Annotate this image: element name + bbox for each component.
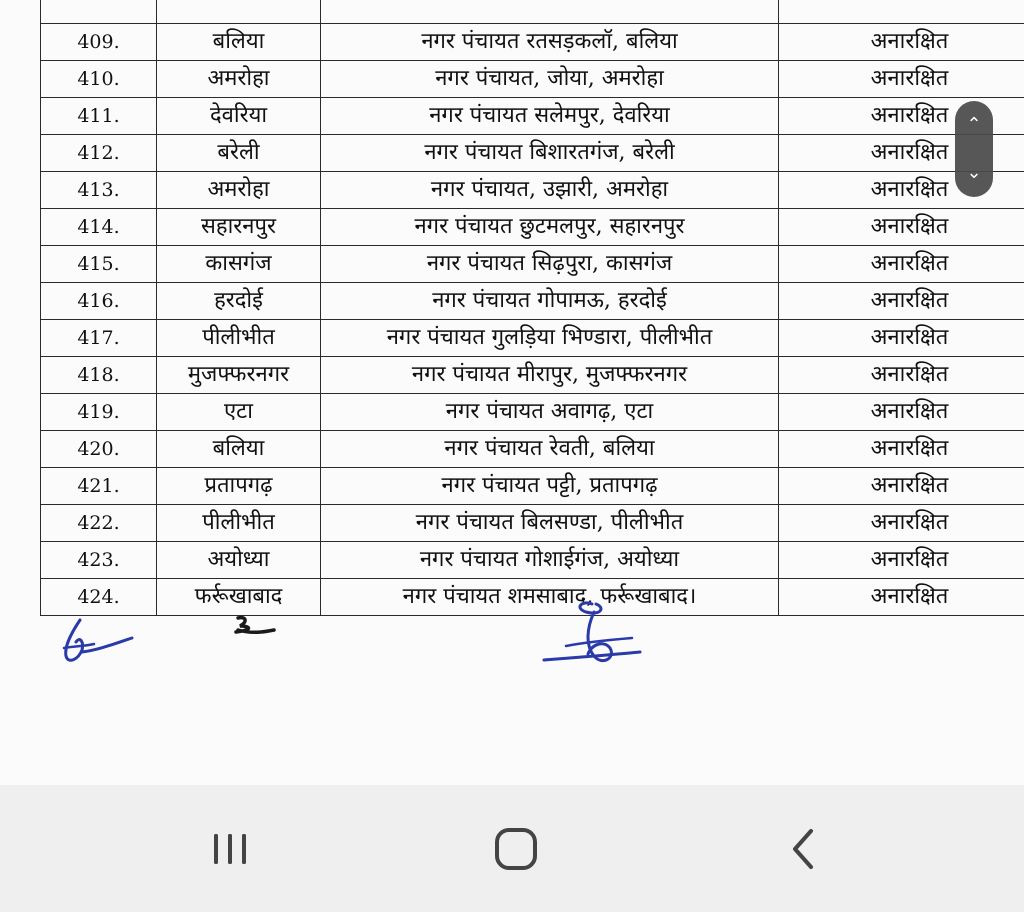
- table-row: [41, 431, 1024, 468]
- reservation-status-cell: अनारक्षित: [779, 209, 1024, 246]
- reservation-status-cell: अनारक्षित: [779, 172, 1024, 209]
- nagar-panchayat-cell: नगर पंचायत गोपामऊ, हरदोई: [321, 283, 779, 320]
- signature-2: [228, 612, 282, 642]
- signature-1: [58, 612, 138, 672]
- serial-number-cell: 420.: [41, 431, 157, 468]
- serial-number-cell: 417.: [41, 320, 157, 357]
- table-row: [41, 394, 1024, 431]
- serial-number-cell: 409.: [41, 24, 157, 61]
- serial-number-cell: 421.: [41, 468, 157, 505]
- serial-number-cell: 424.: [41, 579, 157, 616]
- back-button[interactable]: [744, 785, 864, 912]
- nagar-panchayat-cell: नगर पंचायत रतसड़कलॉ, बलिया: [321, 24, 779, 61]
- system-navigation-bar: [0, 785, 1024, 912]
- nagar-panchayat-cell: नगर पंचायत गोशाईगंज, अयोध्या: [321, 542, 779, 579]
- district-cell: अयोध्या: [157, 542, 321, 579]
- district-cell: अमरोहा: [157, 61, 321, 98]
- reservation-status-cell: अनारक्षित: [779, 394, 1024, 431]
- district-cell: पीलीभीत: [157, 505, 321, 542]
- nagar-panchayat-cell: नगर पंचायत सिढ़पुरा, कासगंज: [321, 246, 779, 283]
- table-body: [41, 0, 1024, 616]
- district-cell: मुजफ्फरनगर: [157, 357, 321, 394]
- table-row: [41, 209, 1024, 246]
- table-row-top-partial: [41, 0, 1024, 24]
- table-row: [41, 542, 1024, 579]
- serial-number-cell: 423.: [41, 542, 157, 579]
- home-icon: [492, 825, 540, 873]
- nagar-panchayat-cell: नगर पंचायत पट्टी, प्रतापगढ़: [321, 468, 779, 505]
- recent-apps-button[interactable]: [170, 785, 290, 912]
- nagar-panchayat-cell: नगर पंचायत गुलड़िया भिण्डारा, पीलीभीत: [321, 320, 779, 357]
- reservation-status-cell: अनारक्षित: [779, 246, 1024, 283]
- nagar-panchayat-cell: नगर पंचायत अवागढ़, एटा: [321, 394, 779, 431]
- nagar-panchayat-cell: नगर पंचायत, उझारी, अमरोहा: [321, 172, 779, 209]
- chevron-up-icon[interactable]: ⌃: [966, 114, 982, 135]
- table-row: [41, 172, 1024, 209]
- district-cell: हरदोई: [157, 283, 321, 320]
- table-row: [41, 283, 1024, 320]
- serial-number-cell: 410.: [41, 61, 157, 98]
- district-cell: अमरोहा: [157, 172, 321, 209]
- reservation-status-cell: अनारक्षित: [779, 431, 1024, 468]
- reservation-table: [40, 0, 1024, 616]
- serial-number-cell: 414.: [41, 209, 157, 246]
- reservation-status-cell: अनारक्षित: [779, 283, 1024, 320]
- back-icon: [787, 827, 821, 871]
- nagar-panchayat-cell: नगर पंचायत बिलसण्डा, पीलीभीत: [321, 505, 779, 542]
- district-cell: कासगंज: [157, 246, 321, 283]
- serial-number-cell: 412.: [41, 135, 157, 172]
- reservation-status-cell: अनारक्षित: [779, 320, 1024, 357]
- table-row: [41, 98, 1024, 135]
- reservation-status-cell: अनारक्षित: [779, 135, 1024, 172]
- home-button[interactable]: [456, 785, 576, 912]
- nagar-panchayat-cell: नगर पंचायत बिशारतगंज, बरेली: [321, 135, 779, 172]
- reservation-status-cell: अनारक्षित: [779, 61, 1024, 98]
- scroll-control: [955, 101, 993, 197]
- nagar-panchayat-cell: नगर पंचायत छुटमलपुर, सहारनपुर: [321, 209, 779, 246]
- chevron-down-icon[interactable]: ⌄: [966, 162, 982, 183]
- serial-number-cell: 411.: [41, 98, 157, 135]
- table-row: [41, 505, 1024, 542]
- serial-number-cell: 413.: [41, 172, 157, 209]
- reservation-status-cell: अनारक्षित: [779, 357, 1024, 394]
- district-cell: बलिया: [157, 24, 321, 61]
- table-row: [41, 579, 1024, 616]
- nagar-panchayat-cell: नगर पंचायत सलेमपुर, देवरिया: [321, 98, 779, 135]
- nagar-panchayat-cell: नगर पंचायत मीरापुर, मुजफ्फरनगर: [321, 357, 779, 394]
- reservation-status-cell: अनारक्षित: [779, 579, 1024, 616]
- district-cell: सहारनपुर: [157, 209, 321, 246]
- serial-number-cell: 419.: [41, 394, 157, 431]
- serial-number-cell: 416.: [41, 283, 157, 320]
- reservation-status-cell: अनारक्षित: [779, 98, 1024, 135]
- serial-number-cell: 415.: [41, 246, 157, 283]
- recent-apps-icon: [210, 831, 250, 867]
- nagar-panchayat-cell: नगर पंचायत रेवती, बलिया: [321, 431, 779, 468]
- table-row: [41, 320, 1024, 357]
- nagar-panchayat-cell: नगर पंचायत शमसाबाद, फर्रूखाबाद।: [321, 579, 779, 616]
- signature-3: [536, 596, 648, 676]
- table-row: [41, 24, 1024, 61]
- reservation-status-cell: अनारक्षित: [779, 468, 1024, 505]
- table-row: [41, 135, 1024, 172]
- district-cell: फर्रूखाबाद: [157, 579, 321, 616]
- district-cell: बरेली: [157, 135, 321, 172]
- district-cell: प्रतापगढ़: [157, 468, 321, 505]
- table-row: [41, 357, 1024, 394]
- reservation-status-cell: अनारक्षित: [779, 24, 1024, 61]
- nagar-panchayat-cell: नगर पंचायत, जोया, अमरोहा: [321, 61, 779, 98]
- serial-number-cell: 418.: [41, 357, 157, 394]
- reservation-status-cell: अनारक्षित: [779, 505, 1024, 542]
- serial-number-cell: 422.: [41, 505, 157, 542]
- table-row: [41, 468, 1024, 505]
- district-cell: देवरिया: [157, 98, 321, 135]
- district-cell: बलिया: [157, 431, 321, 468]
- table-row: [41, 246, 1024, 283]
- reservation-status-cell: अनारक्षित: [779, 542, 1024, 579]
- district-cell: पीलीभीत: [157, 320, 321, 357]
- table-row: [41, 61, 1024, 98]
- district-cell: एटा: [157, 394, 321, 431]
